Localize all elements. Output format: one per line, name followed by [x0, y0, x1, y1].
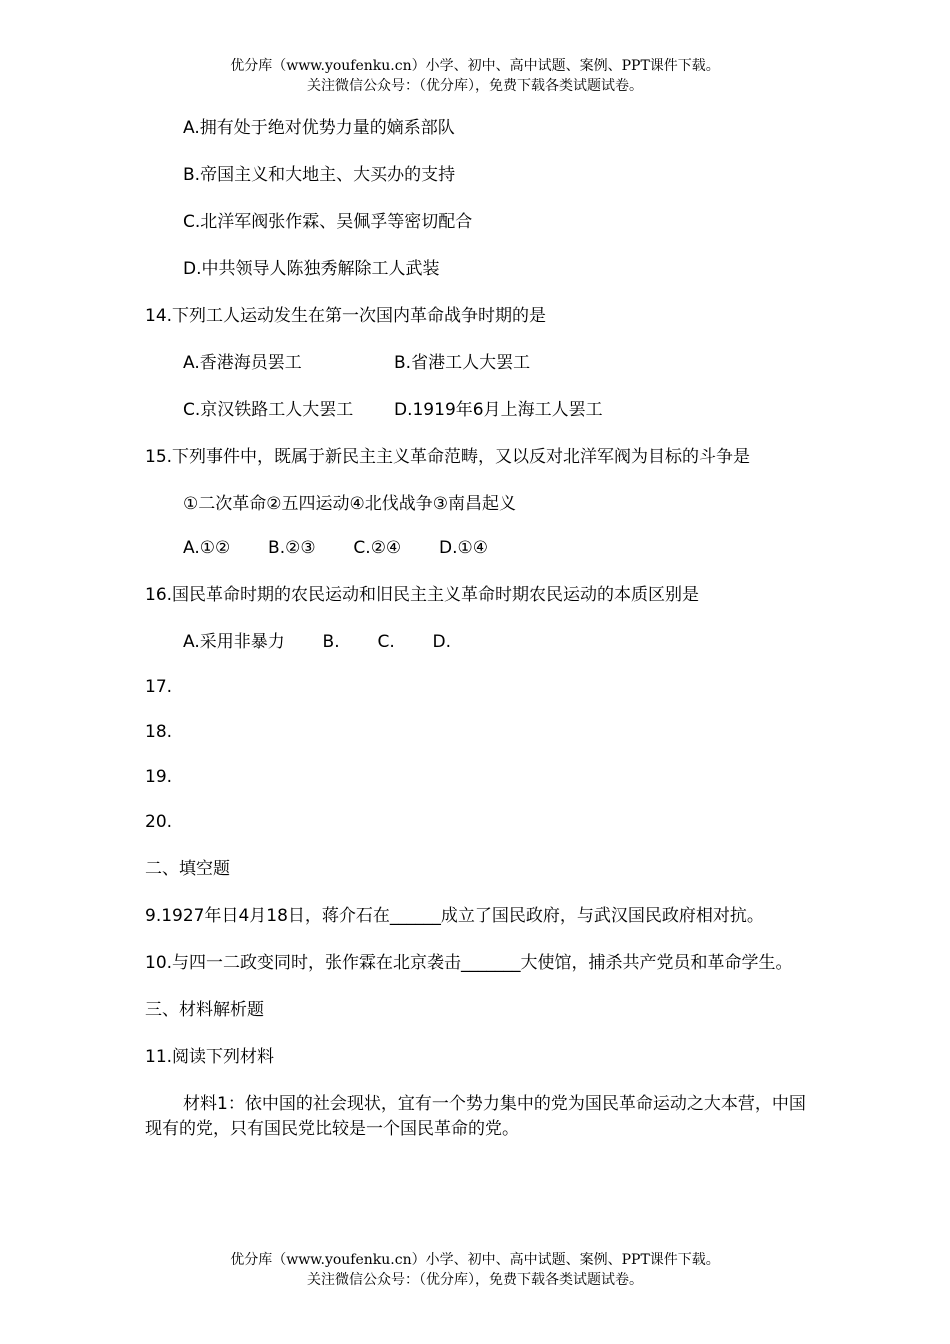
q14-stem: 14.下列工人运动发生在第一次国内革命战争时期的是	[145, 306, 547, 326]
page-footer	[0, 1250, 950, 1290]
document-body	[145, 116, 810, 1142]
q9: 9.1927年日4月18日，蒋介石在______成立了国民政府，与武汉国民政府相对抗。	[145, 906, 764, 926]
q13-option-c: C.北洋军阀张作霖、吴佩孚等密切配合	[183, 212, 473, 232]
q16-stem: 16.国民革命时期的农民运动和旧民主主义革命时期农民运动的本质区别是	[145, 585, 700, 605]
q13-option-b: B.帝国主义和大地主、大买办的支持	[183, 165, 456, 185]
q14-options-row-1	[145, 351, 810, 376]
header-line-1: 优分库（www.youfenku.cn）小学、初中、高中试题、案例、PPT课件下载。	[230, 58, 720, 74]
section3-title: 三、材料解析题	[145, 1000, 264, 1020]
q14-option-c: C.京汉铁路工人大罢工	[183, 400, 354, 420]
q20: 20.	[145, 812, 173, 832]
footer-line-1: 优分库（www.youfenku.cn）小学、初中、高中试题、案例、PPT课件下载。	[230, 1252, 720, 1268]
q14-option-a: A.香港海员罢工	[183, 353, 302, 373]
page-header	[0, 56, 950, 96]
section2-title: 二、填空题	[145, 859, 230, 879]
q11: 11.阅读下列材料	[145, 1047, 275, 1067]
q16-options: A.采用非暴力 B. C. D.	[183, 632, 452, 652]
q10: 10.与四一二政变同时，张作霖在北京袭击_______大使馆，捕杀共产党员和革命学生。	[145, 953, 793, 973]
q13-option-a: A.拥有处于绝对优势力量的嫡系部队	[183, 118, 455, 138]
q14-option-b: B.省港工人大罢工	[394, 353, 531, 373]
q14-option-d: D.1919年6月上海工人罢工	[394, 400, 603, 420]
q17: 17.	[145, 677, 173, 697]
header-line-2: 关注微信公众号：（优分库），免费下载各类试题试卷。	[307, 78, 643, 94]
q13-option-d: D.中共领导人陈独秀解除工人武装	[183, 259, 440, 279]
footer-line-2: 关注微信公众号：（优分库），免费下载各类试题试卷。	[307, 1272, 643, 1288]
material-1: 材料1：依中国的社会现状，宜有一个势力集中的党为国民革命运动之大本营，中国现有的党，只有国民党比较是一个国民革命的党。	[145, 1094, 806, 1139]
q15-stem: 15.下列事件中，既属于新民主主义革命范畴，又以反对北洋军阀为目标的斗争是	[145, 447, 751, 467]
q18: 18.	[145, 722, 173, 742]
q19: 19.	[145, 767, 173, 787]
q14-options-row-2	[145, 398, 810, 423]
q15-options: A.①② B.②③ C.②④ D.①④	[183, 538, 488, 558]
q15-items: ①二次革命②五四运动④北伐战争③南昌起义	[183, 494, 516, 514]
